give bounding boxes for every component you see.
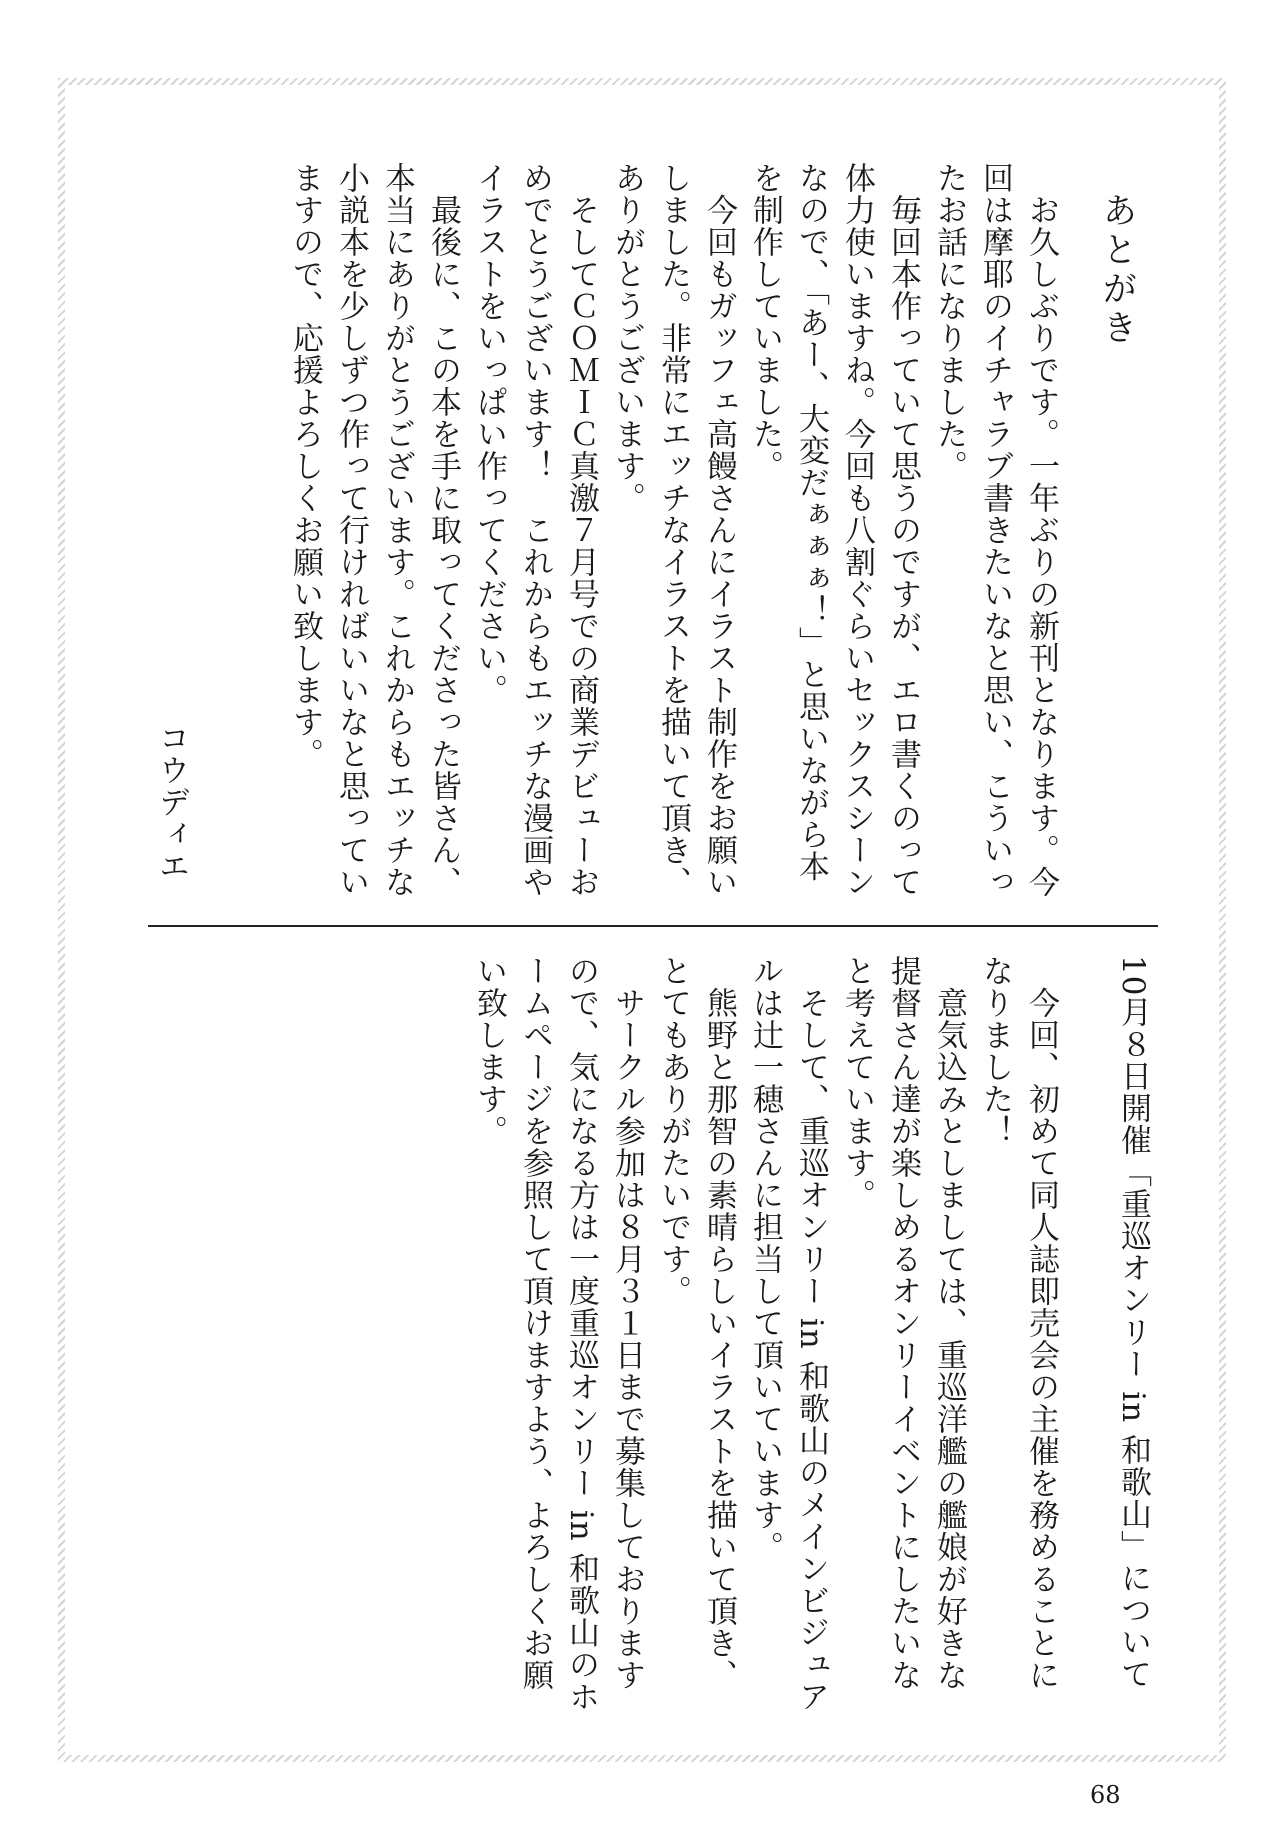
event-notice-line: ームページを参照して頂けますよう、よろしくお願 [517,955,553,1691]
event-notice-line: 熊野と那智の素晴らしいイラストを描いて頂き、 [701,955,737,1691]
afterword-line: ありがとうございます。 [609,162,645,514]
afterword-line: 本当にありがとうございます。これからもエッチな [379,162,415,898]
section-divider [148,925,1158,927]
afterword-title: あとがき [1097,192,1137,348]
event-notice-line: そして、重巡オンリー in 和歌山のメインビジュア [793,955,829,1713]
afterword-line: ますので、応援よろしくお願い致します。 [287,162,323,770]
event-notice-line: 提督さん達が楽しめるオンリーイベントにしたいな [885,955,921,1691]
event-notice-line: とてもありがたいです。 [655,955,691,1307]
event-notice-line: サークル参加は８月３１日まで募集しております [609,955,645,1691]
afterword-line: 体力使いますね。今回も八割ぐらいセックスシーン [839,162,875,898]
afterword-line: イラストをいっぱい作ってください。 [471,162,507,706]
afterword-line: しました。非常にエッチなイラストを描いて頂き、 [655,162,691,898]
event-notice-line: い致します。 [471,955,507,1147]
afterword-line: 回は摩耶のイチャラブ書きたいなと思い、こういっ [977,162,1013,898]
afterword-line: を制作していました。 [747,162,783,482]
afterword-line: お久しぶりです。一年ぶりの新刊となります。今 [1023,162,1059,898]
event-notice-line: と考えています。 [839,955,875,1211]
event-notice-line: なりました！ [977,955,1013,1147]
afterword-line: 毎回本作っていて思うのですが、エロ書くのって [885,162,921,898]
page-number: 68 [1090,1781,1121,1809]
afterword-line: そしてＣＯＭＩＣ真激７月号での商業デビューお [563,162,599,898]
afterword-line: たお話になりました。 [931,162,967,482]
event-notice-title: 10月８日開催「重巡オンリー in 和歌山」について [1115,955,1151,1691]
afterword-line: 小説本を少しずつ作って行ければいいなと思ってい [333,162,369,898]
event-notice-line: 今回、初めて同人誌即売会の主催を務めることに [1023,955,1059,1691]
event-notice-line: ので、気になる方は一度重巡オンリー in 和歌山のホ [563,955,599,1713]
afterword-line: めでとうございます！ これからもエッチな漫画や [517,162,553,898]
event-notice-line: 意気込みとしましては、重巡洋艦の艦娘が好きな [931,955,967,1691]
event-notice-section [0,955,1280,1715]
afterword-section [0,162,1280,902]
afterword-line: 最後に、この本を手に取ってくださった皆さん、 [425,162,461,898]
signature: コウディエ [153,722,189,882]
afterword-line: なので、「あー、大変だぁぁぁ！」と思いながら本 [793,162,829,883]
afterword-line: 今回もガッフェ高饅さんにイラスト制作をお願い [701,162,737,898]
event-notice-line: ルは辻一穂さんに担当して頂いています。 [747,955,783,1563]
